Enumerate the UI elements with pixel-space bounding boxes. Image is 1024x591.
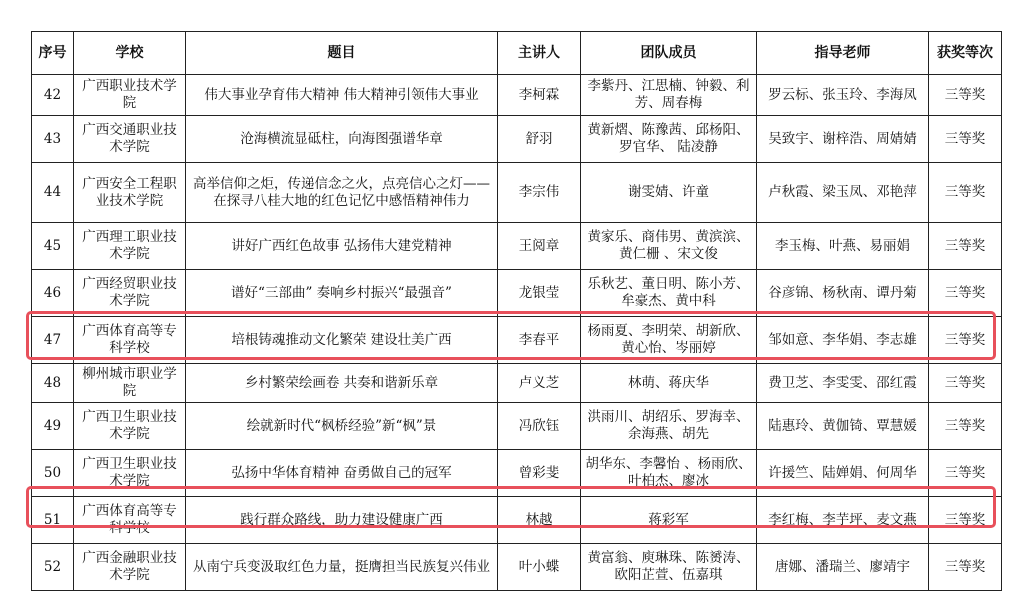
- header-speaker: 主讲人: [498, 32, 581, 75]
- table-row: [32, 497, 1002, 544]
- cell-team: 黄富翁、庾琳珠、陈赟涛、欧阳芷萱、伍嘉琪: [581, 544, 757, 591]
- cell-school: 广西理工职业技术学院: [74, 223, 186, 270]
- table-row: [32, 75, 1002, 116]
- cell-speaker: 龙银莹: [498, 270, 581, 317]
- cell-advisors: 许援竺、陆婵娟、何周华: [757, 450, 929, 497]
- cell-award: 三等奖: [929, 544, 1002, 591]
- cell-speaker: 卢义芝: [498, 364, 581, 403]
- cell-award: 三等奖: [929, 223, 1002, 270]
- table-row: [32, 163, 1002, 223]
- cell-team: 黄新熠、陈豫茜、邱杨阳、罗官华、 陆凌静: [581, 116, 757, 163]
- cell-award: 三等奖: [929, 116, 1002, 163]
- cell-no: 44: [32, 163, 74, 223]
- cell-team: 洪雨川、胡绍乐、罗海幸、余海燕、胡先: [581, 403, 757, 450]
- cell-no: 51: [32, 497, 74, 544]
- cell-speaker: 冯欣钰: [498, 403, 581, 450]
- cell-no: 46: [32, 270, 74, 317]
- cell-speaker: 曾彩斐: [498, 450, 581, 497]
- header-row: [32, 32, 1002, 75]
- cell-title: 讲好广西红色故事 弘扬伟大建党精神: [186, 223, 498, 270]
- cell-team: 胡华东、李馨怡 、杨雨欣、叶柏杰、廖冰: [581, 450, 757, 497]
- cell-advisors: 卢秋霞、梁玉凤、邓艳萍: [757, 163, 929, 223]
- cell-school: 广西交通职业技术学院: [74, 116, 186, 163]
- table-row: [32, 364, 1002, 403]
- table-row: [32, 317, 1002, 364]
- awards-table: [31, 31, 1002, 591]
- cell-speaker: 王阅章: [498, 223, 581, 270]
- cell-advisors: 邹如意、李华娟、李志雄: [757, 317, 929, 364]
- cell-advisors: 费卫芝、李雯雯、邵红霞: [757, 364, 929, 403]
- cell-award: 三等奖: [929, 75, 1002, 116]
- cell-title: 谱好“三部曲” 奏响乡村振兴“最强音”: [186, 270, 498, 317]
- cell-no: 50: [32, 450, 74, 497]
- cell-advisors: 陆惠玲、黄伽锜、覃慧媛: [757, 403, 929, 450]
- cell-team: 林萌、蒋庆华: [581, 364, 757, 403]
- table-row: [32, 116, 1002, 163]
- header-advisors: 指导老师: [757, 32, 929, 75]
- cell-advisors: 谷彦锦、杨秋南、谭丹菊: [757, 270, 929, 317]
- cell-title: 从南宁兵变汲取红色力量，挺膺担当民族复兴伟业: [186, 544, 498, 591]
- cell-school: 广西体育高等专科学校: [74, 497, 186, 544]
- cell-speaker: 李春平: [498, 317, 581, 364]
- cell-team: 黄家乐、商伟男、黄滨滨、黄仁栅 、宋文俊: [581, 223, 757, 270]
- cell-award: 三等奖: [929, 163, 1002, 223]
- table-row: [32, 270, 1002, 317]
- cell-school: 广西金融职业技术学院: [74, 544, 186, 591]
- table-row: [32, 544, 1002, 591]
- cell-no: 42: [32, 75, 74, 116]
- cell-speaker: 林越: [498, 497, 581, 544]
- cell-award: 三等奖: [929, 317, 1002, 364]
- cell-team: 谢雯婧、许童: [581, 163, 757, 223]
- cell-no: 49: [32, 403, 74, 450]
- cell-speaker: 舒羽: [498, 116, 581, 163]
- cell-no: 47: [32, 317, 74, 364]
- cell-team: 乐秋艺、董日明、陈小芳、牟豪杰、黄中科: [581, 270, 757, 317]
- cell-school: 广西安全工程职业技术学院: [74, 163, 186, 223]
- header-no: 序号: [32, 32, 74, 75]
- cell-speaker: 叶小蝶: [498, 544, 581, 591]
- cell-title: 弘扬中华体育精神 奋勇做自己的冠军: [186, 450, 498, 497]
- cell-advisors: 李玉梅、叶燕、易丽娟: [757, 223, 929, 270]
- cell-no: 43: [32, 116, 74, 163]
- cell-title: 乡村繁荣绘画卷 共奏和谐新乐章: [186, 364, 498, 403]
- cell-school: 柳州城市职业学院: [74, 364, 186, 403]
- cell-speaker: 李宗伟: [498, 163, 581, 223]
- header-team: 团队成员: [581, 32, 757, 75]
- cell-advisors: 罗云标、张玉玲、李海凤: [757, 75, 929, 116]
- cell-school: 广西卫生职业技术学院: [74, 450, 186, 497]
- cell-award: 三等奖: [929, 497, 1002, 544]
- cell-school: 广西体育高等专科学校: [74, 317, 186, 364]
- cell-award: 三等奖: [929, 403, 1002, 450]
- header-title: 题目: [186, 32, 498, 75]
- cell-school: 广西职业技术学院: [74, 75, 186, 116]
- cell-title: 高举信仰之炬，传递信念之火，点亮信心之灯——在探寻八桂大地的红色记忆中感悟精神伟力: [186, 163, 498, 223]
- header-award: 获奖等次: [929, 32, 1002, 75]
- cell-title: 践行群众路线，助力建设健康广西: [186, 497, 498, 544]
- table-row: [32, 450, 1002, 497]
- table-row: [32, 403, 1002, 450]
- cell-no: 48: [32, 364, 74, 403]
- table-row: [32, 223, 1002, 270]
- cell-team: 杨雨夏、李明荣、胡新欣、黄心怡、岑丽婷: [581, 317, 757, 364]
- cell-speaker: 李柯霖: [498, 75, 581, 116]
- cell-award: 三等奖: [929, 364, 1002, 403]
- cell-award: 三等奖: [929, 270, 1002, 317]
- cell-team: 蒋彩军: [581, 497, 757, 544]
- cell-advisors: 吴致宇、谢梓浩、周婧婧: [757, 116, 929, 163]
- header-school: 学校: [74, 32, 186, 75]
- cell-title: 绘就新时代“枫桥经验”新“枫”景: [186, 403, 498, 450]
- cell-no: 52: [32, 544, 74, 591]
- cell-team: 李紫丹、江思楠、钟毅、利芳、周春梅: [581, 75, 757, 116]
- cell-advisors: 唐娜、潘瑞兰、廖靖宇: [757, 544, 929, 591]
- cell-award: 三等奖: [929, 450, 1002, 497]
- cell-title: 伟大事业孕育伟大精神 伟大精神引领伟大事业: [186, 75, 498, 116]
- cell-advisors: 李红梅、李芋坪、麦文燕: [757, 497, 929, 544]
- cell-school: 广西卫生职业技术学院: [74, 403, 186, 450]
- cell-school: 广西经贸职业技术学院: [74, 270, 186, 317]
- cell-title: 培根铸魂推动文化繁荣 建设壮美广西: [186, 317, 498, 364]
- cell-title: 沧海横流显砥柱，向海图强谱华章: [186, 116, 498, 163]
- cell-no: 45: [32, 223, 74, 270]
